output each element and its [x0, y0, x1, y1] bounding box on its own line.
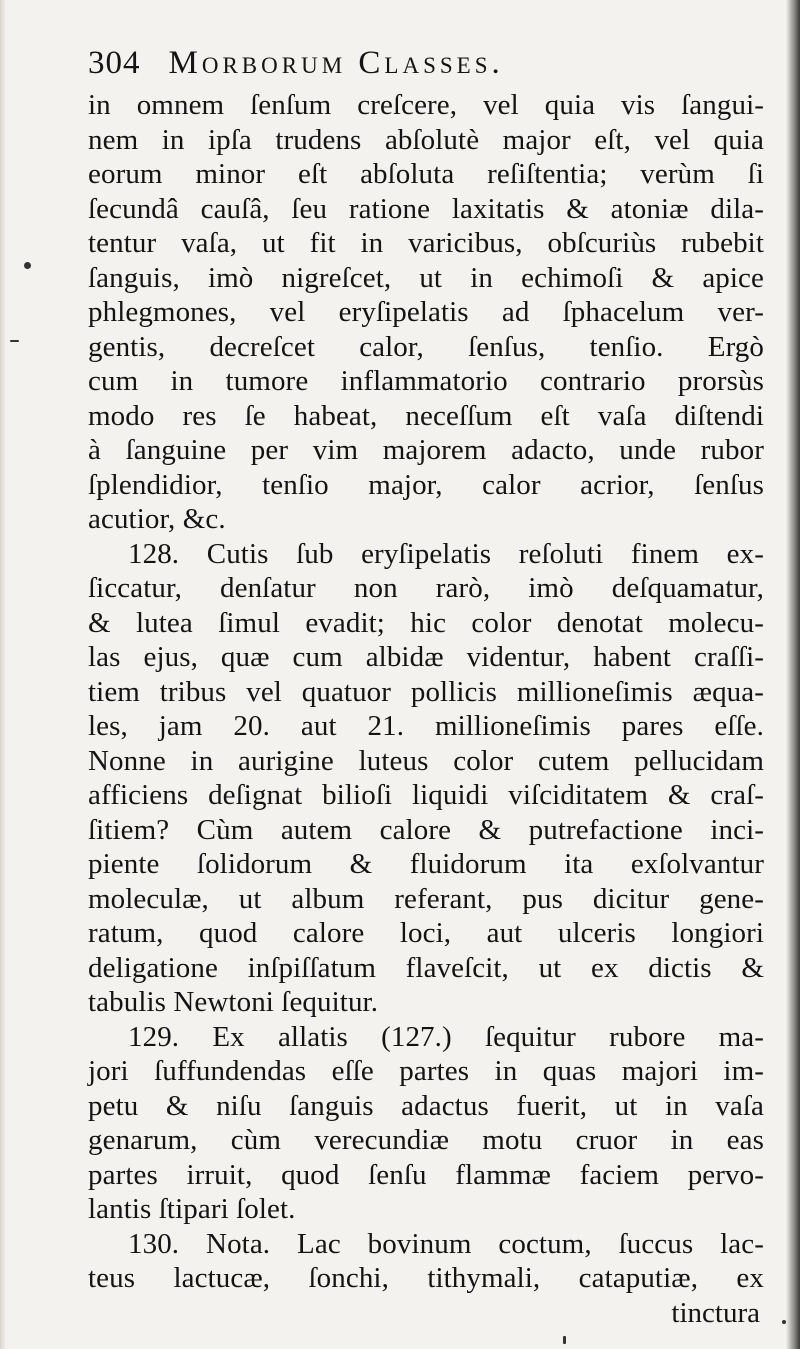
- text-line: partes irruit, quod ſenſu flammæ faciem pervo-: [88, 1158, 764, 1191]
- text-line: deligatione inſpiſſatum flaveſcit, ut ex dictis &: [88, 951, 764, 984]
- ink-speck: [10, 340, 19, 342]
- text-line: & lutea ſimul evadit; hic color denotat molecu-: [88, 606, 764, 639]
- text-line: in omnem ſenſum creſcere, vel quia vis ſangui-: [88, 89, 764, 121]
- text-line: les, jam 20. aut 21. millioneſimis pares eſſe.: [88, 710, 764, 742]
- scan-left-edge: [0, 0, 6, 1349]
- text-line: gentis, decreſcet calor, ſenſus, tenſio. Ergò: [88, 330, 764, 363]
- ink-speck: [563, 1336, 566, 1344]
- text-line: ſplendidior, tenſio major, calor acrior, ſenſus: [88, 468, 764, 501]
- text-line: Nonne in aurigine luteus color cutem pellucidam: [88, 744, 764, 777]
- text-line: à ſanguine per vim majorem adactо, unde rubor: [88, 434, 764, 466]
- text-line: afficiens deſignat bilioſi liquidi viſciditatem & craſ-: [88, 779, 764, 811]
- text-line: petu & niſu ſanguis adactus fuerit, ut in vaſa: [88, 1089, 764, 1122]
- page-number: 304: [88, 45, 141, 81]
- text-line: moleculæ, ut album referant, pus dicitur gene-: [88, 882, 764, 915]
- text-line: tiem tribus vel quatuor pollicis millioneſimis æqua-: [88, 675, 764, 708]
- ink-speck: [24, 262, 31, 269]
- scan-right-edge: [786, 0, 800, 1349]
- text-line: eorum minor eſt abſoluta reſiſtentia; verùm ſi: [88, 158, 764, 190]
- text-line: las ejus, quæ cum albidæ videntur, habent craſſi-: [88, 641, 764, 673]
- text-line: ſecundâ cauſâ, ſeu ratione laxitatis & atoniæ dila-: [88, 192, 764, 225]
- text-line: teus lactucæ, ſonchi, tithymali, cataputiæ, ex: [88, 1262, 764, 1294]
- text-line: ratum, quod calore loci, aut ulceris longiori: [88, 917, 764, 949]
- text-line: tabulis Newtoni ſequitur.: [88, 986, 379, 1018]
- text-line: genarum, cùm verecundiæ motu cruor in eas: [88, 1124, 764, 1156]
- running-head: [88, 40, 764, 88]
- text-line: lantis ſtipari ſolet.: [88, 1193, 296, 1225]
- text-line: acutior, &c.: [88, 503, 226, 535]
- text-line: jori ſuffundendas eſſe partes in quas majori im-: [88, 1055, 764, 1087]
- text-line: tentur vaſa, ut fit in varicibus, obſcuriùs rubebit: [88, 227, 764, 259]
- body-text: [88, 88, 764, 1296]
- text-line: ſiccatur, denſatur non rarò, imò deſquamatur,: [88, 572, 764, 604]
- text-line: phlegmones, vel eryſipelatis ad ſphacelum ver-: [88, 296, 764, 328]
- ink-speck: [782, 1320, 786, 1324]
- book-page: [88, 40, 764, 1330]
- running-title: Morborum Classes.: [168, 45, 504, 81]
- catchword: tinctura: [671, 1296, 760, 1329]
- paragraph-128-start: 128. Cutis ſub eryſipelatis reſoluti finem ex-: [128, 537, 764, 570]
- text-line: nem in ipſa trudens abſolutè major eſt, vel quia: [88, 123, 764, 156]
- text-line: cum in tumore inflammatorio contrario prorsùs: [88, 365, 764, 397]
- text-line: modo res ſe habeat, neceſſum eſt vaſa diſtendi: [88, 399, 764, 432]
- paragraph-129-start: 129. Ex allatis (127.) ſequitur rubore ma-: [128, 1020, 764, 1053]
- text-line: ſanguis, imò nigreſcet, ut in echimoſi & apice: [88, 261, 764, 294]
- text-line: piente ſolidorum & fluidorum ita exſolvantur: [88, 848, 764, 880]
- text-line: ſitiem? Cùm autem calore & putrefactione inci-: [88, 813, 764, 846]
- paragraph-130-start: 130. Nota. Lac bovinum coctum, ſuccus lac-: [128, 1227, 764, 1260]
